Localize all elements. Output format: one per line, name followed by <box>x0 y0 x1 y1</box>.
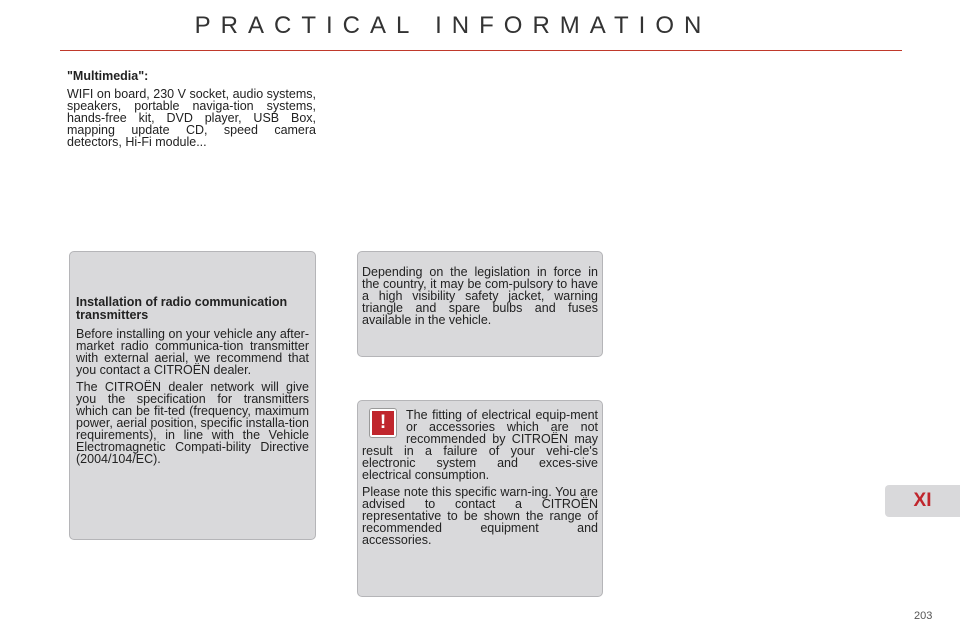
multimedia-section <box>67 70 316 148</box>
page-title: PRACTICAL INFORMATION <box>194 12 712 39</box>
multimedia-text: WIFI on board, 230 V socket, audio systems, speakers, portable naviga-tion systems, hands-free kit, DVD player, USB Box, mapping update CD, speed camera detectors, Hi-Fi module... <box>67 87 316 149</box>
electrical-warning-paragraph-1: The fitting of electrical equip-ment or accessories which are not recommended by CITROËN may result in a failure of your vehi-cle's electronic system and exces-sive electrical consumption. <box>362 408 598 482</box>
radio-transmitters-paragraph-1: Before installing on your vehicle any after-market radio communica-tion transmitter with external aerial, we recommend that you contact a CITROËN dealer. <box>76 327 309 377</box>
radio-transmitters-paragraph-2: The CITROËN dealer network will give you the specification for transmitters which can be fit-ted (frequency, maximum power, aerial position, specific installa-tion requirements), in line with the Vehicle Electromagnetic Compati-bility Directive (2004/104/EC). <box>76 380 309 466</box>
page-number: 203 <box>914 610 933 622</box>
multimedia-heading: "Multimedia": <box>67 69 149 83</box>
chapter-tab[interactable]: XI <box>885 485 960 517</box>
radio-transmitters-box <box>69 251 316 540</box>
legislation-text: Depending on the legislation in force in the country, it may be com-pulsory to have a high visibility safety jacket, warning triangle and spare bulbs and fuses available in the vehicle. <box>362 265 598 327</box>
warning-icon: ! <box>370 409 396 437</box>
radio-transmitters-heading: Installation of radio communication transmitters <box>76 295 288 322</box>
title-divider <box>60 50 902 51</box>
electrical-warning-box <box>357 400 603 597</box>
electrical-warning-paragraph-2: Please note this specific warn-ing. You are advised to contact a CITROËN representative to be shown the range of recommended equipment and accessories. <box>362 485 598 547</box>
legislation-box <box>357 251 603 357</box>
